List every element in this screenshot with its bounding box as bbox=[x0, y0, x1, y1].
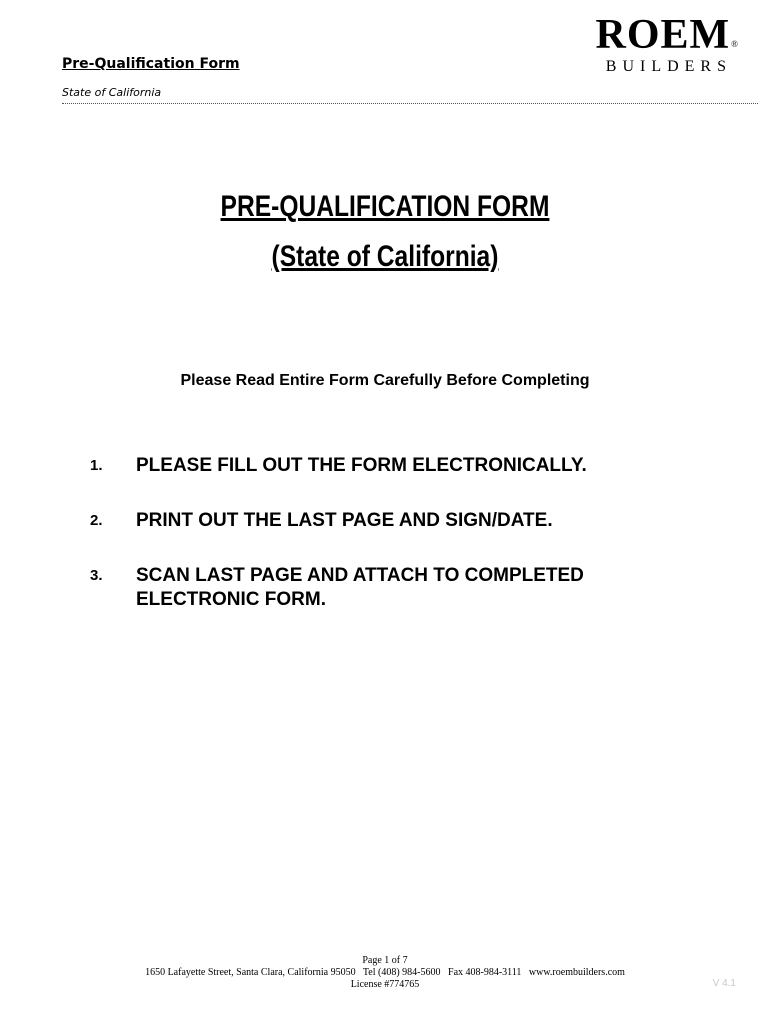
step-number: 1. bbox=[90, 457, 103, 474]
version-label: V 4.1 bbox=[712, 978, 736, 989]
step-text: PLEASE FILL OUT THE FORM ELECTRONICALLY. bbox=[136, 455, 587, 476]
step-text: PRINT OUT THE LAST PAGE AND SIGN/DATE. bbox=[136, 510, 553, 531]
footer-license: License #774765 bbox=[350, 979, 420, 990]
step-number: 3. bbox=[90, 567, 103, 584]
header-subtitle: State of California bbox=[62, 86, 162, 99]
company-logo bbox=[568, 14, 738, 76]
instruction-steps bbox=[90, 454, 710, 612]
page-number: Page 1 of 7 bbox=[362, 955, 408, 966]
header-title: Pre-Qualification Form bbox=[62, 56, 240, 72]
main-title: PRE-QUALIFICATION FORM bbox=[220, 190, 550, 223]
step-text: SCAN LAST PAGE AND ATTACH TO COMPLETED ELECTRONIC FORM. bbox=[136, 565, 584, 610]
logo-name: ROEM bbox=[595, 12, 731, 58]
logo-registered-mark: ® bbox=[731, 38, 738, 49]
page-footer bbox=[0, 955, 770, 991]
step-number: 2. bbox=[90, 512, 103, 529]
main-subtitle: (State of California) bbox=[271, 240, 499, 273]
step-item bbox=[90, 509, 710, 533]
step-item bbox=[90, 454, 710, 478]
header-rule bbox=[62, 103, 758, 104]
logo-tagline: BUILDERS bbox=[605, 58, 732, 75]
instruction-note: Please Read Entire Form Carefully Before Completing bbox=[180, 372, 590, 389]
footer-address: 1650 Lafayette Street, Santa Clara, California 95050 Tel (408) 984-5600 Fax 408-984-3111 www.roembuilders.com bbox=[145, 967, 625, 978]
step-item bbox=[90, 564, 710, 612]
